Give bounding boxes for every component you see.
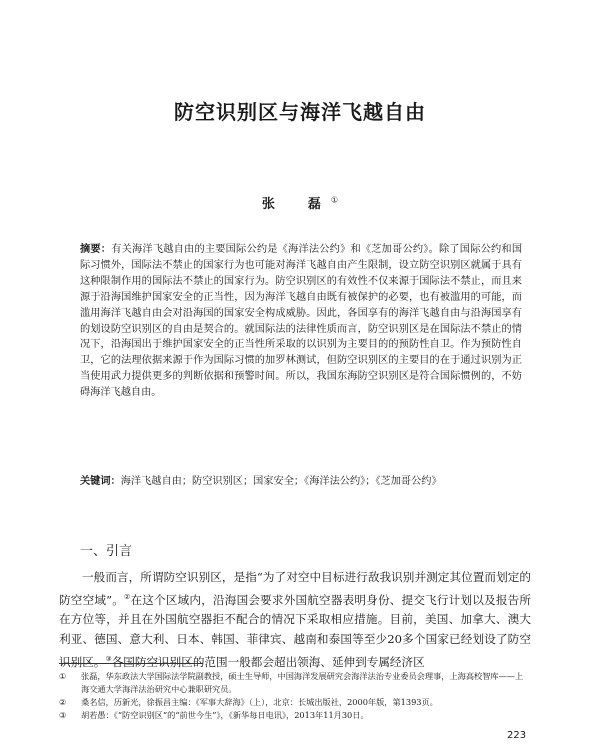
page-number: 223 bbox=[507, 730, 527, 741]
footnote-number: ② bbox=[59, 697, 67, 707]
footnote-marker-2: ② bbox=[124, 592, 131, 601]
author-name: 张 磊 bbox=[261, 197, 331, 212]
footnotes bbox=[59, 670, 531, 722]
author-footnote-marker: ① bbox=[330, 195, 339, 205]
abstract-text: 有关海洋飞越自由的主要国际公约是《海洋法公约》和《芝加哥公约》。除了国际公约和国际习惯外，国际法不禁止的国家行为也可能对海洋飞越自由产生限制，设立防空识别区就属于具有这种限制作用的国际法不禁止的国家行为。防空识别区的有效性不仅来源于国际法不禁止，而且来源于沿海国维护国家安全的正当性，因为海洋飞越自由既有被保护的必要，也有被滥用的可能，而滥用海洋飞越自由会对沿海国的国家安全构成威胁。因此，各国享有的海洋飞越自由与沿海国享有的划设防空识别区的自由是契合的。就国际法的法律性质而言，防空识别区是在国际法不禁止的情况下，沿海国出于维护国家安全的正当性所采取的以识别为主要目的的预防性自卫。作为预防性自卫，它的法理依据来源于作为国际习惯的加罗林测试，但防空识别区的主要目的在于通过识别为正当使用武力提供更多的判断依据和预警时间。所以，我国东海防空识别区是符合国际惯例的，不妨碍海洋飞越自由。 bbox=[80, 244, 523, 399]
keywords bbox=[80, 474, 522, 490]
footnote-number: ③ bbox=[59, 710, 67, 720]
footnote-item bbox=[59, 670, 531, 696]
footnote-item bbox=[59, 696, 531, 709]
body-text-part-3: 各国防空识别区的范围一般都会超出领海、延伸到专属经济区 bbox=[111, 654, 425, 669]
footnote-marker-3: ③ bbox=[105, 655, 112, 664]
body-text-part-2: 在这个区域内，沿海国会要求外国航空器表明身份、提交飞行计划以及报告所在方位等，并且在外国航空器拒不配合的情况下采取相应措施。目前，美国、加拿大、澳大利亚、德国、意大利、日本、韩国、菲律宾、越南和泰国等至少20多个国家已经划设了防空识别区。 bbox=[59, 592, 531, 669]
abstract bbox=[80, 242, 522, 401]
body-text-part-1: 一般而言，所谓防空识别区，是指“为了对空中目标进行敌我识别并测定其位置而划定的防空空域”。 bbox=[59, 570, 531, 607]
footnote-text: 桑名信，历新光，徐振昌主编：《军事大辞海》（上），北京：长城出版社，2000年版，第1393页。 bbox=[81, 697, 438, 707]
footnote-text: 胡若愚：《“防空识别区”的“前世今生”》，《新华每日电讯》，2013年11月30日。 bbox=[81, 710, 369, 720]
keywords-label: 关键词： bbox=[80, 476, 121, 487]
abstract-label: 摘要： bbox=[80, 244, 112, 255]
keywords-text: 海洋飞越自由；防空识别区；国家安全；《海洋法公约》；《芝加哥公约》 bbox=[120, 476, 442, 487]
footnote-divider bbox=[59, 663, 203, 664]
section-heading: 一、引言 bbox=[80, 544, 133, 559]
footnote-number: ① bbox=[59, 671, 67, 681]
footnote-item bbox=[59, 709, 531, 722]
body-paragraph bbox=[59, 568, 531, 673]
footnote-text: 张磊，华东政法大学国际法学院副教授，硕士生导师，中国海洋发展研究会海洋法治专业委员会理事，上海高校智库——上海交通大学海洋法治研究中心兼职研究员。 bbox=[81, 671, 524, 694]
author-line bbox=[0, 193, 600, 212]
article-title: 防空识别区与海洋飞越自由 bbox=[174, 100, 426, 124]
